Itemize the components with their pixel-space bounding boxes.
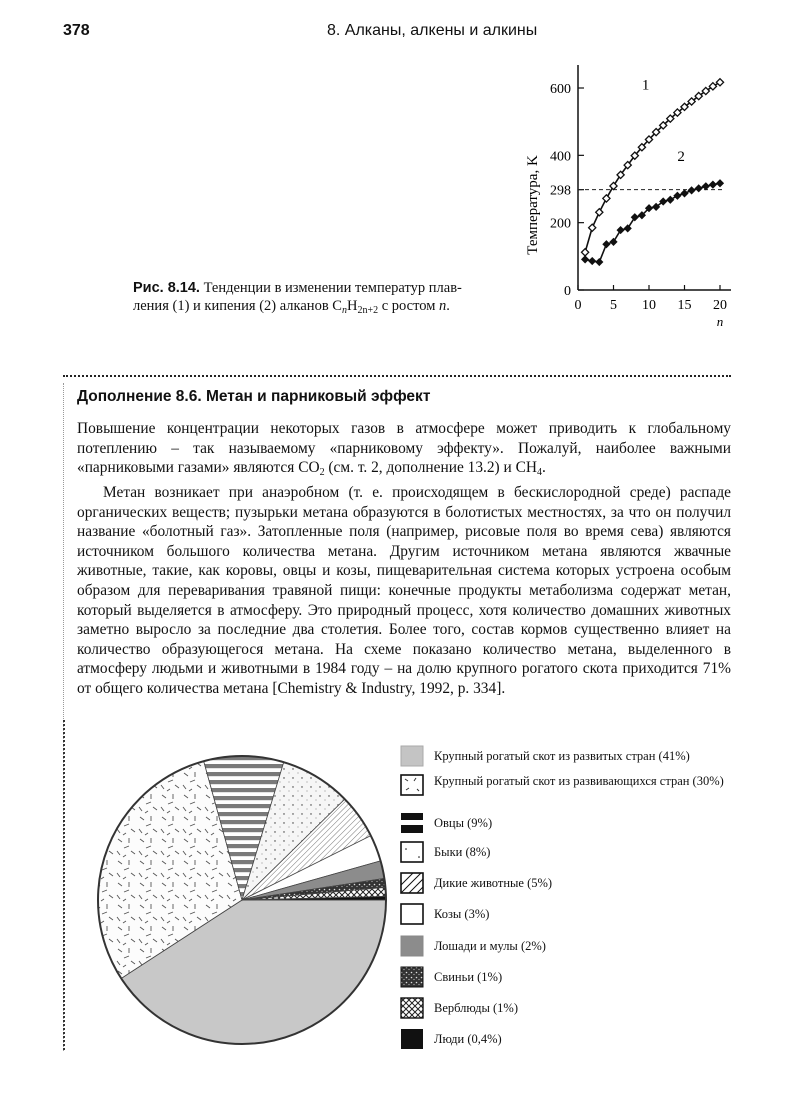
legend-label: Верблюды (1%)	[434, 1001, 518, 1015]
x-tick-label: 20	[713, 298, 727, 313]
x-tick-label: 10	[642, 298, 656, 313]
paragraph-text: .	[542, 459, 546, 477]
legend-item-bulls	[400, 841, 734, 863]
dots-swatch-icon	[400, 841, 424, 863]
paragraph-text: (см. т. 2, дополнение 13.2) и CH	[324, 459, 537, 477]
legend-item-humans	[400, 1028, 734, 1050]
methane-pie-chart	[93, 748, 393, 1048]
black-swatch-icon	[400, 1028, 424, 1050]
formula-text: H	[346, 298, 358, 314]
legend-label: Лошади и мулы (2%)	[434, 939, 546, 953]
legend-item-sheep	[400, 812, 734, 834]
caption-text: ления (1) и кипения (2) алканов C	[133, 298, 342, 314]
legend-label: Крупный рогатый скот из развивающихся стран (30%)	[434, 774, 724, 788]
y-tick-label: 298	[550, 183, 571, 199]
white-swatch-icon	[400, 903, 424, 925]
legend-label: Быки (8%)	[434, 845, 491, 859]
x-tick-label: 15	[677, 298, 692, 313]
legend-item-developing-cattle	[400, 774, 734, 796]
legend-label: Люди (0,4%)	[434, 1032, 502, 1046]
x-axis-label: n	[716, 314, 724, 329]
legend-label: Козы (3%)	[434, 907, 490, 921]
y-tick-label: 400	[550, 149, 571, 165]
legend-label: Овцы (9%)	[434, 816, 493, 830]
legend-item-wild-animals	[400, 872, 734, 894]
crosshatch-swatch-icon	[400, 997, 424, 1019]
figure-label: Рис. 8.14.	[133, 280, 200, 296]
y-tick-label: 0	[564, 284, 571, 299]
paragraph-1	[77, 419, 731, 483]
chart-axes	[550, 65, 731, 329]
formula-subscript: 2n+2	[357, 305, 379, 316]
legend-label: Крупный рогатый скот из развитых стран (41%)	[434, 749, 690, 763]
paragraph-2: Метан возникает при анаэробном (т. е. происходящем в бескислородной среде) распаде органических веществ; пузырьки метана образуются в болотистых местностях, за что он получил название «болотный газ». Затопленные поля (например, рисовые поля во время сева) являются источником большого количества метана. Другим источником метана являются жвачные животные, такие, как коровы, овцы и козы, пищеварительная система которых устроена особым образом для переваривания травяной пищи: конечные продукты метаболизма содержат метан, который выделяется в атмосферу. Это природный процесс, хотя количество домашних животных заметно выросло за последние два столетия. Более того, состав кормов существенно влияет на количество образующегося метана. На схеме показано количество метана, выделенного в атмосферу людьми и животными в 1984 году – на долю крупного рогатого скота приходится 71% от общего количества метана [Chemistry & Industry, 1992, p. 334].	[77, 484, 731, 697]
dashes-swatch-icon	[400, 774, 424, 796]
y-tick-label: 200	[550, 216, 571, 232]
y-axis-label: Температура, K	[525, 155, 541, 255]
legend-label: Дикие животные (5%)	[434, 876, 553, 890]
legend-item-horses	[400, 935, 734, 957]
formula-subscript: n	[341, 305, 347, 316]
pie-slices	[98, 756, 386, 1044]
legend-item-goats	[400, 903, 734, 925]
formula-subscript: 2	[319, 467, 325, 479]
caption-text: с ростом	[378, 298, 439, 314]
series-label-2: 2	[677, 149, 685, 166]
hatch-swatch-icon	[400, 872, 424, 894]
box-border-left-dark	[63, 720, 65, 1050]
paragraph-text: Повышение концентрации некоторых газов в атмосфере может приводить к глобальному потеплению – так называемому «парниковому эффекту». Пожалуй, наиболее важными «парниковыми газами» являются CO	[77, 420, 731, 477]
caption-variable: n	[439, 298, 447, 314]
temperature-line-chart	[505, 60, 745, 340]
legend-item-developed-cattle	[400, 745, 734, 767]
stripes-swatch-icon	[400, 812, 424, 834]
series-label-1: 1	[641, 77, 650, 94]
running-head: 8. Алканы, алкены и алкины	[327, 22, 538, 39]
figure-caption	[133, 279, 513, 320]
legend-item-camels	[400, 997, 734, 1019]
formula-subscript: 4	[537, 467, 542, 479]
section-separator	[63, 375, 731, 377]
legend-label: Свиньи (1%)	[434, 970, 503, 984]
legend-item-pigs	[400, 966, 734, 988]
page-number: 378	[63, 22, 90, 39]
chart-series	[582, 78, 724, 266]
dark-gray-swatch-icon	[400, 935, 424, 957]
y-tick-label: 600	[550, 82, 571, 97]
caption-text: Тенденции в изменении температур плав-	[203, 280, 462, 296]
x-tick-label: 0	[574, 298, 582, 313]
speckled-swatch-icon	[400, 966, 424, 988]
box-title: Дополнение 8.6. Метан и парниковый эффект	[77, 388, 431, 405]
x-tick-label: 5	[610, 298, 617, 313]
caption-text: .	[446, 298, 450, 314]
gray-swatch-icon	[400, 745, 424, 767]
